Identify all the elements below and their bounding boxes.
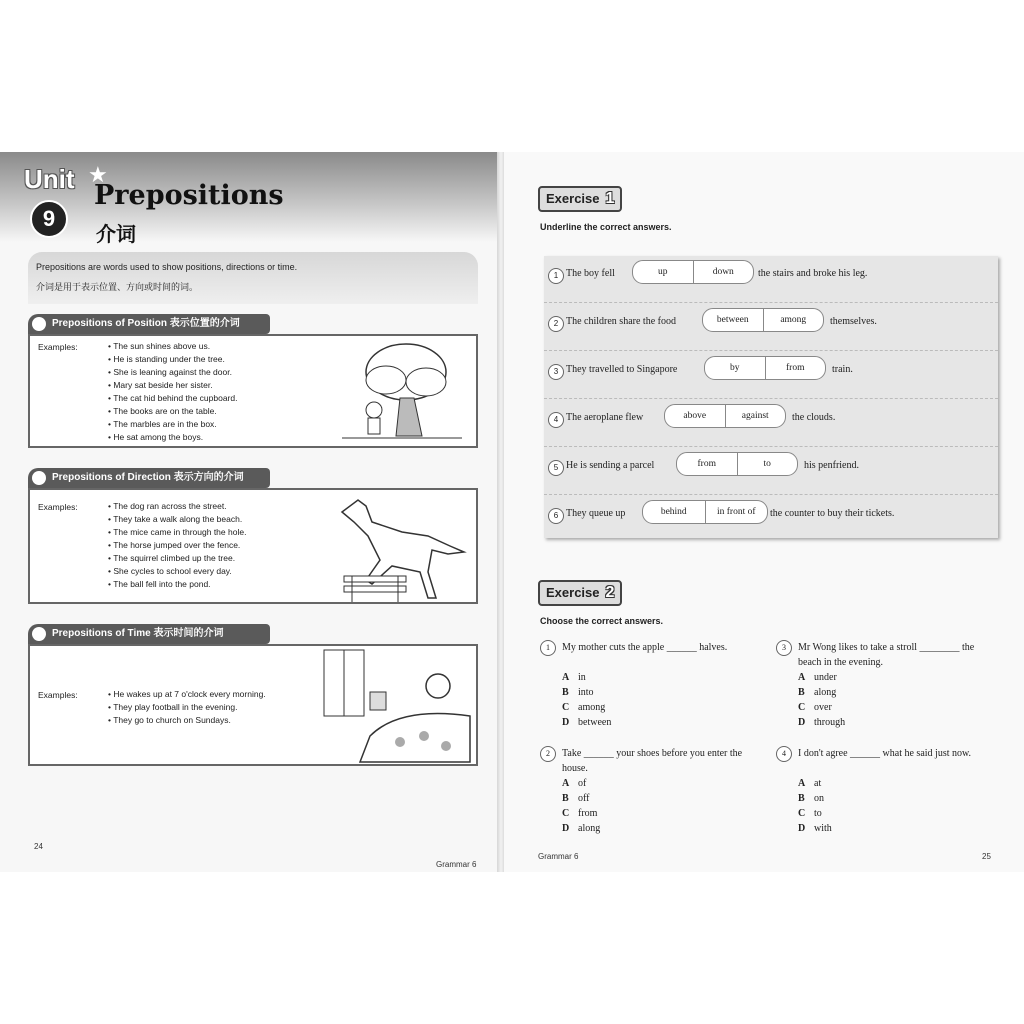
question-number: 5 bbox=[548, 460, 564, 476]
question-row bbox=[544, 400, 998, 447]
option-pill bbox=[676, 452, 798, 476]
section-box-direction bbox=[28, 488, 478, 604]
option-pill bbox=[632, 260, 754, 284]
question-stem: I don't agree ______ what he said just now. bbox=[798, 748, 972, 759]
option-list bbox=[562, 776, 600, 836]
question-text-after: the clouds. bbox=[792, 412, 836, 423]
answer-option[interactable]: C to bbox=[798, 808, 822, 819]
mcq-question-4 bbox=[776, 746, 996, 838]
mcq-question-3 bbox=[776, 640, 996, 732]
section-box-time bbox=[28, 644, 478, 766]
option-pill bbox=[642, 500, 768, 524]
boy-in-bed-illustration bbox=[320, 646, 476, 764]
option-choice[interactable]: up bbox=[633, 261, 694, 283]
example-item: • He sat among the boys. bbox=[108, 431, 237, 444]
example-item: • The horse jumped over the fence. bbox=[108, 539, 246, 552]
example-item: • She is leaning against the door. bbox=[108, 366, 237, 379]
left-page bbox=[0, 152, 498, 872]
question-number: 2 bbox=[548, 316, 564, 332]
example-list-time bbox=[108, 688, 266, 727]
option-choice[interactable]: by bbox=[705, 357, 766, 379]
answer-option[interactable]: D through bbox=[798, 717, 846, 728]
star-icon: ★ bbox=[88, 162, 108, 187]
footer-left: Grammar 6 bbox=[436, 860, 477, 869]
option-choice[interactable]: from bbox=[677, 453, 738, 475]
unit-word: Unit bbox=[24, 164, 75, 194]
section-heading-time: Prepositions of Time 表示时间的介词 bbox=[28, 624, 270, 644]
question-row bbox=[544, 448, 998, 495]
horse-illustration bbox=[332, 492, 472, 602]
section-bullet-icon bbox=[32, 627, 46, 641]
page-number-left: 24 bbox=[34, 842, 43, 851]
exercise-1-panel bbox=[544, 256, 998, 538]
exercise-2-tag: Exercise 2 bbox=[538, 580, 622, 606]
examples-label: Examples: bbox=[38, 342, 78, 352]
question-number: 6 bbox=[548, 508, 564, 524]
answer-option[interactable]: B along bbox=[798, 687, 837, 698]
example-item: • He is standing under the tree. bbox=[108, 353, 237, 366]
question-text-before: The children share the food bbox=[566, 316, 676, 327]
question-text-before: He is sending a parcel bbox=[566, 460, 655, 471]
example-item: • They take a walk along the beach. bbox=[108, 513, 246, 526]
section-bullet-icon bbox=[32, 471, 46, 485]
option-list bbox=[798, 776, 832, 836]
exercise-1-tag: Exercise 1 bbox=[538, 186, 622, 212]
section-box-position bbox=[28, 334, 478, 448]
question-stem: My mother cuts the apple ______ halves. bbox=[562, 642, 728, 653]
intro-box bbox=[28, 252, 478, 304]
answer-option[interactable]: D between bbox=[562, 717, 612, 728]
unit-number-badge: 9 bbox=[30, 200, 68, 238]
answer-option[interactable]: C from bbox=[562, 808, 598, 819]
mcq-question-1 bbox=[540, 640, 760, 732]
question-number: 1 bbox=[548, 268, 564, 284]
question-number: 4 bbox=[548, 412, 564, 428]
question-stem: Take ______ your shoes before you enter the house. bbox=[562, 748, 743, 774]
question-number: 3 bbox=[776, 640, 792, 656]
page-title-chinese: 介词 bbox=[96, 222, 136, 246]
example-list-position bbox=[108, 340, 237, 444]
question-text-before: The boy fell bbox=[566, 268, 615, 279]
example-item: • The mice came in through the hole. bbox=[108, 526, 246, 539]
right-page bbox=[504, 152, 1024, 872]
example-list-direction bbox=[108, 500, 246, 591]
option-pill bbox=[664, 404, 786, 428]
option-list bbox=[798, 670, 845, 730]
footer-right: Grammar 6 bbox=[538, 852, 579, 861]
option-choice[interactable]: against bbox=[741, 411, 769, 421]
intro-english: Prepositions are words used to show positions, directions or time. bbox=[36, 262, 298, 272]
section-heading-direction: Prepositions of Direction 表示方向的介词 bbox=[28, 468, 270, 488]
question-number: 4 bbox=[776, 746, 792, 762]
example-item: • The sun shines above us. bbox=[108, 340, 237, 353]
answer-option[interactable]: B into bbox=[562, 687, 594, 698]
option-choice[interactable]: to bbox=[763, 459, 771, 469]
section-heading-position: Prepositions of Position 表示位置的介词 bbox=[28, 314, 270, 334]
option-choice[interactable]: behind bbox=[643, 501, 706, 523]
option-choice[interactable]: among bbox=[780, 315, 807, 325]
example-item: • They go to church on Sundays. bbox=[108, 714, 266, 727]
question-row bbox=[544, 496, 998, 542]
question-row bbox=[544, 352, 998, 399]
exercise-2-instruction: Choose the correct answers. bbox=[540, 616, 664, 626]
page-number-right: 25 bbox=[982, 852, 991, 861]
option-choice[interactable]: above bbox=[665, 405, 726, 427]
option-pill bbox=[702, 308, 824, 332]
answer-option[interactable]: C over bbox=[798, 702, 832, 713]
question-number: 2 bbox=[540, 746, 556, 762]
examples-label: Examples: bbox=[38, 690, 78, 700]
answer-option[interactable]: A in bbox=[562, 672, 586, 683]
question-text-after: the stairs and broke his leg. bbox=[758, 268, 868, 279]
example-item: • The cat hid behind the cupboard. bbox=[108, 392, 237, 405]
answer-option[interactable]: D along bbox=[562, 823, 601, 834]
section-bullet-icon bbox=[32, 317, 46, 331]
answer-option[interactable]: A at bbox=[798, 778, 822, 789]
example-item: • They play football in the evening. bbox=[108, 701, 266, 714]
exercise-1-instruction: Underline the correct answers. bbox=[540, 222, 672, 232]
question-text-before: They queue up bbox=[566, 508, 626, 519]
answer-option[interactable]: A of bbox=[562, 778, 587, 789]
intro-chinese: 介词是用于表示位置、方向或时间的词。 bbox=[36, 282, 199, 292]
question-row bbox=[544, 304, 998, 351]
option-choice[interactable]: from bbox=[786, 363, 805, 373]
example-item: • He wakes up at 7 o'clock every morning. bbox=[108, 688, 266, 701]
question-row bbox=[544, 256, 998, 303]
example-item: • She cycles to school every day. bbox=[108, 565, 246, 578]
option-pill bbox=[704, 356, 826, 380]
question-text-before: They travelled to Singapore bbox=[566, 364, 678, 375]
question-stem: Mr Wong likes to take a stroll ________ the beach in the evening. bbox=[798, 642, 975, 668]
question-text-after: the counter to buy their tickets. bbox=[770, 508, 895, 519]
page-title: Prepositions bbox=[94, 180, 284, 211]
question-number: 3 bbox=[548, 364, 564, 380]
option-list bbox=[562, 670, 611, 730]
question-text-after: his penfriend. bbox=[804, 460, 859, 471]
example-item: • The books are on the table. bbox=[108, 405, 237, 418]
answer-option[interactable]: B on bbox=[798, 793, 824, 804]
example-item: • The dog ran across the street. bbox=[108, 500, 246, 513]
example-item: • The squirrel climbed up the tree. bbox=[108, 552, 246, 565]
examples-label: Examples: bbox=[38, 502, 78, 512]
example-item: • The marbles are in the box. bbox=[108, 418, 237, 431]
answer-option[interactable]: D with bbox=[798, 823, 832, 834]
option-choice[interactable]: in front of bbox=[716, 507, 756, 517]
question-number: 1 bbox=[540, 640, 556, 656]
mcq-question-2 bbox=[540, 746, 760, 838]
question-text-after: train. bbox=[832, 364, 853, 375]
tree-illustration bbox=[342, 340, 462, 444]
option-choice[interactable]: down bbox=[712, 267, 734, 277]
option-choice[interactable]: between bbox=[703, 309, 764, 331]
question-text-before: The aeroplane flew bbox=[566, 412, 644, 423]
answer-option[interactable]: B off bbox=[562, 793, 590, 804]
question-text-after: themselves. bbox=[830, 316, 877, 327]
answer-option[interactable]: C among bbox=[562, 702, 606, 713]
example-item: • Mary sat beside her sister. bbox=[108, 379, 237, 392]
example-item: • The ball fell into the pond. bbox=[108, 578, 246, 591]
answer-option[interactable]: A under bbox=[798, 672, 837, 683]
